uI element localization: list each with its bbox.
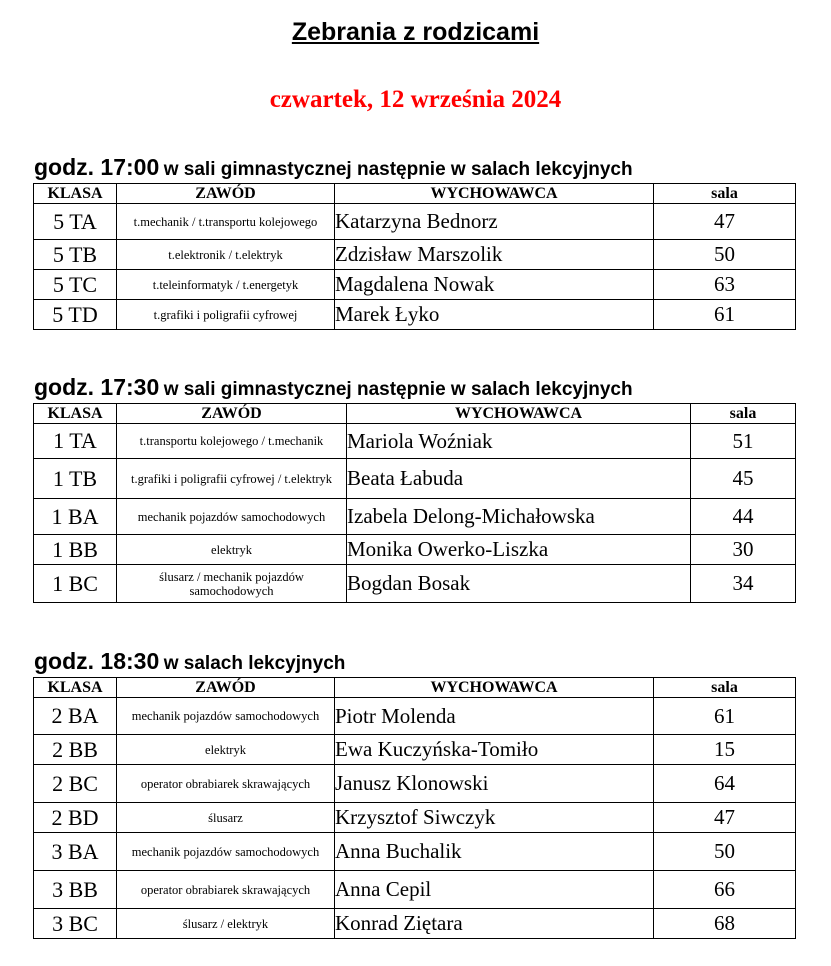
section-time: godz. 18:30 xyxy=(34,648,160,674)
cell-klasa: 1 TB xyxy=(34,459,117,499)
section-place: w sali gimnastycznej następnie w salach lekcyjnych xyxy=(163,159,633,180)
table-row xyxy=(34,240,796,270)
cell-wychowawca: Anna Cepil xyxy=(335,871,654,909)
cell-klasa: 2 BB xyxy=(34,735,117,765)
schedule-table xyxy=(33,403,796,603)
cell-sala: 61 xyxy=(654,300,796,330)
cell-sala: 50 xyxy=(654,240,796,270)
table-row xyxy=(34,698,796,735)
cell-wychowawca: Zdzisław Marszolik xyxy=(335,240,654,270)
cell-sala: 68 xyxy=(654,909,796,939)
cell-sala: 15 xyxy=(654,735,796,765)
section-heading xyxy=(34,648,345,675)
header-klasa: KLASA xyxy=(34,184,117,204)
cell-sala: 30 xyxy=(691,535,796,565)
cell-sala: 47 xyxy=(654,803,796,833)
table-header-row xyxy=(34,184,796,204)
cell-sala: 34 xyxy=(691,565,796,603)
cell-wychowawca: Piotr Molenda xyxy=(335,698,654,735)
cell-sala: 47 xyxy=(654,204,796,240)
table-row xyxy=(34,300,796,330)
cell-klasa: 5 TB xyxy=(34,240,117,270)
table-row xyxy=(34,833,796,871)
section-time: godz. 17:30 xyxy=(34,374,160,400)
cell-klasa: 2 BC xyxy=(34,765,117,803)
cell-zawod: elektryk xyxy=(117,735,335,765)
cell-zawod: mechanik pojazdów samochodowych xyxy=(117,499,347,535)
meeting-date: czwartek, 12 września 2024 xyxy=(269,86,562,113)
table-row xyxy=(34,871,796,909)
cell-sala: 45 xyxy=(691,459,796,499)
cell-wychowawca: Mariola Woźniak xyxy=(347,424,691,459)
cell-sala: 50 xyxy=(654,833,796,871)
section-place: w salach lekcyjnych xyxy=(163,653,346,674)
cell-wychowawca: Krzysztof Siwczyk xyxy=(335,803,654,833)
header-zawod: ZAWÓD xyxy=(117,404,347,424)
table-row xyxy=(34,270,796,300)
cell-klasa: 1 BC xyxy=(34,565,117,603)
section-time: godz. 17:00 xyxy=(34,154,160,180)
header-sala: sala xyxy=(691,404,796,424)
cell-klasa: 1 BA xyxy=(34,499,117,535)
cell-zawod: ślusarz xyxy=(117,803,335,833)
header-klasa: KLASA xyxy=(34,404,117,424)
header-sala: sala xyxy=(654,678,796,698)
table-row xyxy=(34,803,796,833)
cell-klasa: 2 BA xyxy=(34,698,117,735)
page-title: Zebrania z rodzicami xyxy=(291,18,540,46)
cell-wychowawca: Ewa Kuczyńska-Tomiło xyxy=(335,735,654,765)
header-wychowawca: WYCHOWAWCA xyxy=(347,404,691,424)
cell-sala: 61 xyxy=(654,698,796,735)
cell-klasa: 2 BD xyxy=(34,803,117,833)
table-row xyxy=(34,204,796,240)
section-place: w sali gimnastycznej następnie w salach lekcyjnych xyxy=(163,379,633,400)
cell-sala: 51 xyxy=(691,424,796,459)
cell-wychowawca: Anna Buchalik xyxy=(335,833,654,871)
table-row xyxy=(34,565,796,603)
cell-zawod: t.grafiki i poligrafii cyfrowej xyxy=(117,300,335,330)
schedule-table xyxy=(33,677,796,939)
table-row xyxy=(34,535,796,565)
cell-zawod: t.elektronik / t.elektryk xyxy=(117,240,335,270)
cell-sala: 63 xyxy=(654,270,796,300)
cell-zawod: mechanik pojazdów samochodowych xyxy=(117,833,335,871)
cell-zawod: operator obrabiarek skrawających xyxy=(117,871,335,909)
header-zawod: ZAWÓD xyxy=(117,678,335,698)
schedule-table xyxy=(33,183,796,330)
cell-zawod: t.grafiki i poligrafii cyfrowej / t.elektryk xyxy=(117,459,347,499)
header-zawod: ZAWÓD xyxy=(117,184,335,204)
table-row xyxy=(34,499,796,535)
cell-sala: 66 xyxy=(654,871,796,909)
cell-zawod: t.teleinformatyk / t.energetyk xyxy=(117,270,335,300)
cell-wychowawca: Konrad Ziętara xyxy=(335,909,654,939)
cell-zawod: t.mechanik / t.transportu kolejowego xyxy=(117,204,335,240)
cell-wychowawca: Monika Owerko-Liszka xyxy=(347,535,691,565)
table-row xyxy=(34,424,796,459)
header-klasa: KLASA xyxy=(34,678,117,698)
cell-wychowawca: Janusz Klonowski xyxy=(335,765,654,803)
cell-klasa: 5 TA xyxy=(34,204,117,240)
table-row xyxy=(34,909,796,939)
cell-klasa: 1 TA xyxy=(34,424,117,459)
table-row xyxy=(34,459,796,499)
header-wychowawca: WYCHOWAWCA xyxy=(335,184,654,204)
table-row xyxy=(34,735,796,765)
cell-klasa: 1 BB xyxy=(34,535,117,565)
cell-sala: 64 xyxy=(654,765,796,803)
table-header-row xyxy=(34,678,796,698)
cell-zawod: mechanik pojazdów samochodowych xyxy=(117,698,335,735)
header-wychowawca: WYCHOWAWCA xyxy=(335,678,654,698)
cell-klasa: 3 BA xyxy=(34,833,117,871)
cell-sala: 44 xyxy=(691,499,796,535)
cell-zawod: ślusarz / mechanik pojazdów samochodowych xyxy=(117,565,347,603)
cell-wychowawca: Izabela Delong-Michałowska xyxy=(347,499,691,535)
cell-wychowawca: Beata Łabuda xyxy=(347,459,691,499)
cell-zawod: t.transportu kolejowego / t.mechanik xyxy=(117,424,347,459)
section-heading xyxy=(34,374,633,401)
cell-wychowawca: Marek Łyko xyxy=(335,300,654,330)
cell-wychowawca: Katarzyna Bednorz xyxy=(335,204,654,240)
table-header-row xyxy=(34,404,796,424)
cell-zawod: operator obrabiarek skrawających xyxy=(117,765,335,803)
cell-klasa: 5 TC xyxy=(34,270,117,300)
cell-klasa: 5 TD xyxy=(34,300,117,330)
cell-wychowawca: Bogdan Bosak xyxy=(347,565,691,603)
cell-zawod: elektryk xyxy=(117,535,347,565)
cell-wychowawca: Magdalena Nowak xyxy=(335,270,654,300)
cell-klasa: 3 BB xyxy=(34,871,117,909)
cell-klasa: 3 BC xyxy=(34,909,117,939)
table-row xyxy=(34,765,796,803)
header-sala: sala xyxy=(654,184,796,204)
cell-zawod: ślusarz / elektryk xyxy=(117,909,335,939)
section-heading xyxy=(34,154,633,181)
